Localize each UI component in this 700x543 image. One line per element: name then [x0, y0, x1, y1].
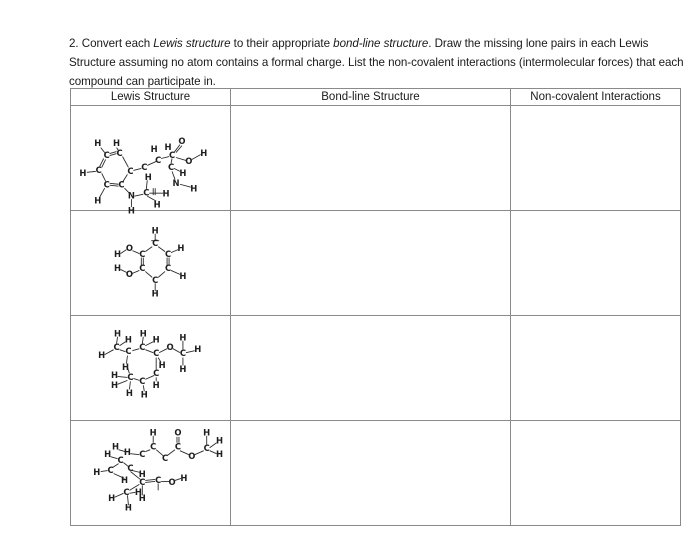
- atom-label: H: [79, 167, 87, 178]
- atom-label: H: [138, 468, 146, 479]
- atom-label: H: [179, 363, 187, 374]
- atom-label: C: [123, 486, 130, 497]
- lewis-structure-2: [71, 211, 231, 315]
- atom-label: C: [167, 161, 175, 172]
- atom-label: H: [111, 369, 119, 380]
- atom-label: C: [103, 150, 110, 161]
- question-part-1: Lewis structure: [153, 37, 231, 50]
- atom-label: H: [98, 350, 106, 361]
- atom-label: O: [174, 427, 182, 438]
- atom-label: C: [164, 249, 172, 260]
- interactions-cell-2[interactable]: [511, 211, 681, 316]
- atom-label: C: [118, 179, 125, 190]
- atom-label: C: [155, 154, 162, 165]
- interactions-cell-3[interactable]: [511, 316, 681, 421]
- atom-label: C: [168, 150, 176, 161]
- atom-label: H: [140, 389, 148, 400]
- atom-label: H: [152, 334, 160, 345]
- bond-line-structure-cell-4[interactable]: [231, 421, 511, 526]
- atom-label: H: [162, 188, 170, 199]
- atom-label: H: [114, 249, 122, 260]
- atom-label: H: [200, 148, 208, 159]
- atom-label: C: [117, 455, 124, 466]
- question-part-3: bond-line structure: [333, 37, 429, 50]
- atom-label: C: [152, 274, 159, 285]
- atom-label: H: [151, 288, 159, 299]
- atom-label: C: [127, 371, 134, 382]
- atom-label: C: [152, 238, 159, 249]
- question-part-2: to their appropriate: [230, 37, 334, 50]
- compound-row-2: [71, 211, 681, 316]
- interactions-cell-1[interactable]: [511, 106, 681, 211]
- atom-label: H: [179, 332, 187, 343]
- atom-label: H: [138, 492, 146, 503]
- atom-label: H: [94, 138, 102, 149]
- atom-label: H: [127, 205, 135, 216]
- atom-label: H: [93, 467, 101, 478]
- atom-label: H: [149, 427, 157, 438]
- atom-label: H: [104, 449, 112, 460]
- atom-label: C: [139, 476, 146, 487]
- atom-label: C: [113, 342, 120, 353]
- atom-label: C: [179, 348, 187, 359]
- atom-label: H: [124, 334, 132, 345]
- compound-row-3: [71, 316, 681, 421]
- atom-label: O: [178, 136, 186, 147]
- atom-label: H: [125, 387, 133, 398]
- atom-label: C: [150, 441, 157, 452]
- atom-label: H: [139, 328, 147, 339]
- atom-label: O: [168, 476, 176, 487]
- answer-table: [70, 88, 681, 526]
- interactions-cell-4[interactable]: [511, 421, 681, 526]
- atom-label: C: [95, 164, 102, 175]
- atom-label: O: [188, 451, 196, 462]
- bond-line-structure-cell-3[interactable]: [231, 316, 511, 421]
- atom-label: H: [120, 474, 129, 485]
- atom-label: C: [162, 453, 169, 464]
- atom-label: H: [158, 360, 166, 371]
- atom-label: O: [166, 342, 174, 353]
- question-number: 2.: [69, 37, 79, 50]
- atom-label: C: [103, 179, 110, 190]
- atom-label: C: [153, 348, 160, 359]
- lewis-structure-cell-2: [71, 211, 231, 316]
- compound-row-4: [71, 421, 681, 526]
- atom-label: H: [179, 270, 187, 281]
- atom-label: H: [216, 449, 224, 460]
- compound-row-1: [71, 106, 681, 211]
- bond-line-structure-cell-2[interactable]: [231, 211, 511, 316]
- atom-label: C: [153, 367, 160, 378]
- atom-label: H: [134, 486, 142, 497]
- atom-label: H: [150, 144, 158, 155]
- atom-label: H: [113, 138, 121, 149]
- lewis-structure-cell-4: [71, 421, 231, 526]
- atom-label: H: [123, 447, 131, 458]
- lewis-structure-1: [71, 106, 231, 216]
- atom-label: C: [141, 161, 148, 172]
- question-part-0: Convert each: [78, 37, 154, 50]
- atom-label: C: [125, 346, 132, 357]
- atom-label: C: [107, 465, 114, 476]
- atom-label: C: [155, 474, 162, 485]
- bond-line-structure-cell-1[interactable]: [231, 106, 511, 211]
- question-part-4: . Draw the missing lone pairs in each Lewis Structure assuming no atom contains a formal charge. List the non-covalent interactions (intermolecular forces) that each compound can participate in.: [69, 37, 684, 88]
- atom-label: H: [179, 167, 187, 178]
- lewis-structure-cell-3: [71, 316, 231, 421]
- atom-label: H: [153, 199, 161, 210]
- header-non-covalent-interactions: Non-covalent Interactions: [511, 89, 681, 106]
- atom-label: C: [139, 262, 146, 273]
- atom-label: H: [152, 379, 160, 390]
- atom-label: H: [203, 427, 211, 438]
- atom-label: N: [172, 177, 180, 188]
- header-row: [71, 89, 681, 106]
- atom-label: H: [114, 262, 122, 273]
- atom-label: C: [143, 187, 150, 198]
- atom-label: O: [125, 243, 134, 254]
- header-bond-line-structure: Bond-line Structure: [231, 89, 511, 106]
- atom-label: C: [139, 449, 146, 460]
- atom-label: C: [203, 443, 210, 454]
- atom-label: H: [144, 171, 152, 182]
- lewis-structure-4: [71, 421, 231, 525]
- atom-label: H: [194, 344, 202, 355]
- lewis-structure-cell-1: [71, 106, 231, 216]
- atom-label: H: [112, 441, 120, 452]
- atom-label: C: [139, 249, 146, 260]
- atom-label: H: [124, 502, 132, 513]
- atom-label: H: [108, 492, 116, 503]
- atom-label: H: [111, 379, 119, 390]
- atom-label: N: [127, 190, 135, 201]
- atom-label: C: [116, 148, 123, 159]
- atom-label: C: [139, 342, 146, 353]
- atom-label: C: [127, 165, 134, 176]
- atom-label: C: [139, 375, 146, 386]
- atom-label: O: [185, 155, 193, 166]
- atom-label: H: [94, 195, 102, 206]
- atom-label: H: [190, 183, 198, 194]
- atom-label: H: [114, 328, 122, 339]
- atom-label: H: [216, 435, 224, 446]
- question-prompt: [69, 34, 689, 91]
- atom-label: C: [174, 441, 182, 452]
- atom-label: H: [151, 225, 159, 236]
- atom-label: H: [164, 142, 172, 153]
- atom-label: H: [180, 472, 188, 483]
- atom-label: H: [177, 243, 185, 254]
- atom-label: O: [125, 268, 134, 279]
- lewis-structure-3: [71, 316, 231, 420]
- atom-label: C: [127, 463, 134, 474]
- header-lewis-structure: Lewis Structure: [71, 89, 231, 106]
- atom-label: H: [121, 362, 129, 373]
- atom-label: C: [164, 262, 172, 273]
